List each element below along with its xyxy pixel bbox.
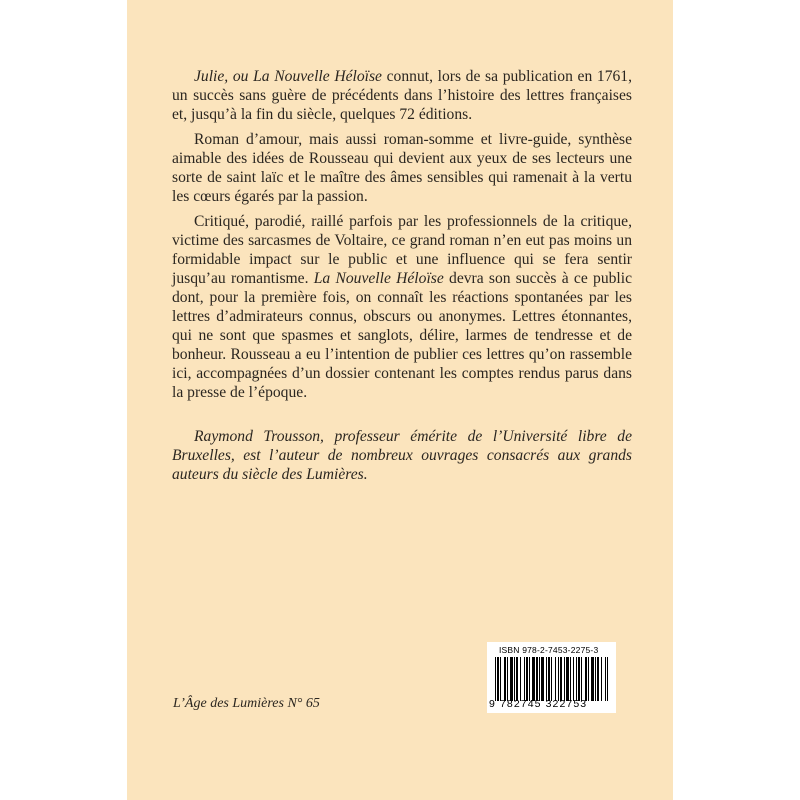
back-cover (127, 0, 673, 800)
book-title-italic-2: La Nouvelle Héloïse (313, 270, 444, 287)
author-bio: Raymond Trousson, professeur émérite de l’Université libre de Bruxelles, est l’auteur de nombreux ouvrages consacrés aux grands auteurs du siècle des Lumières. (172, 428, 632, 483)
barcode-bar (576, 657, 577, 701)
barcode-bar (497, 657, 499, 701)
barcode-bar (524, 657, 525, 701)
barcode-bar (546, 657, 547, 701)
paragraph-1-text: connut, lors de sa publication en 1761, un succès sans guère de précédents dans l’histoire des lettres françaises et, jusqu’à la fin du siècle, quelques 72 éditions. (172, 68, 632, 123)
book-title-italic: Julie, ou La Nouvelle Héloïse (194, 68, 382, 85)
barcode-bar (566, 657, 569, 701)
blurb-paragraph-3 (172, 212, 632, 402)
barcode-bar (548, 657, 550, 701)
barcode-bar (588, 657, 589, 701)
series-label: L’Âge des Lumières N° 65 (173, 696, 320, 711)
barcode-bar (520, 657, 521, 701)
paragraph-3-text-before: Critiqué, parodié, raillé parfois par les professionnels de la critique, victime des sarcasmes de Voltaire, ce grand roman n’en eut pas moins un formidable impact sur le public et une influence qui se fera sentir jusqu’au romantisme. (172, 213, 632, 287)
barcode-bar (541, 657, 544, 701)
barcode-bar (607, 657, 608, 701)
barcode-bar (555, 657, 556, 701)
blurb-paragraph-1 (172, 67, 632, 124)
barcode-bar (573, 657, 574, 701)
barcode-bars (495, 657, 608, 701)
barcode-bar (564, 657, 565, 701)
barcode-bar (514, 657, 515, 701)
paragraph-3-text-after: devra son succès à ce public dont, pour la première fois, on connaît les réactions spontanées par les lettres d’admirateurs connus, obscurs ou anonymes. Lettres étonnantes, qui ne sont que spasmes et sanglots, délire, larmes de tendresse et de bonheur. Rousseau a eu l’intention de publier ces lettres qu’on rassemble ici, accompagnées d’un dossier contenant les comptes rendus parus dans la presse de l’époque. (172, 270, 632, 401)
barcode-bar (532, 657, 535, 701)
barcode-bar (526, 657, 528, 701)
barcode-bar (578, 657, 580, 701)
barcode-bar (605, 657, 606, 701)
barcode-bar (560, 657, 562, 701)
barcode-bar (529, 657, 530, 701)
blurb-text (172, 67, 632, 490)
barcode-bar (597, 657, 599, 701)
barcode-bar (601, 657, 602, 701)
barcode-bar (504, 657, 506, 701)
barcode-bar (500, 657, 501, 701)
barcode-bar (581, 657, 582, 701)
barcode-bar (558, 657, 559, 701)
barcode-bar (510, 657, 513, 701)
blurb-paragraph-2: Roman d’amour, mais aussi roman-somme et livre-guide, synthèse aimable des idées de Rousseau qui devient aux yeux de ses lecteurs une sorte de saint laïc et le maître des âmes sensibles qui ramenait à la vertu les cœurs égarés par la passion. (172, 131, 632, 205)
barcode-bar (516, 657, 518, 701)
barcode-bar (591, 657, 594, 701)
isbn-label: ISBN 978-2-7453-2275-3 (499, 645, 599, 655)
barcode-digits: 9 782745 322753 (489, 698, 588, 710)
barcode-bar (551, 657, 552, 701)
barcode-bar (570, 657, 571, 701)
barcode-bar (585, 657, 587, 701)
barcode-bar (495, 657, 496, 701)
barcode-bar (536, 657, 538, 701)
barcode (487, 642, 616, 713)
barcode-bar (595, 657, 596, 701)
barcode-bar (507, 657, 508, 701)
barcode-bar (539, 657, 540, 701)
